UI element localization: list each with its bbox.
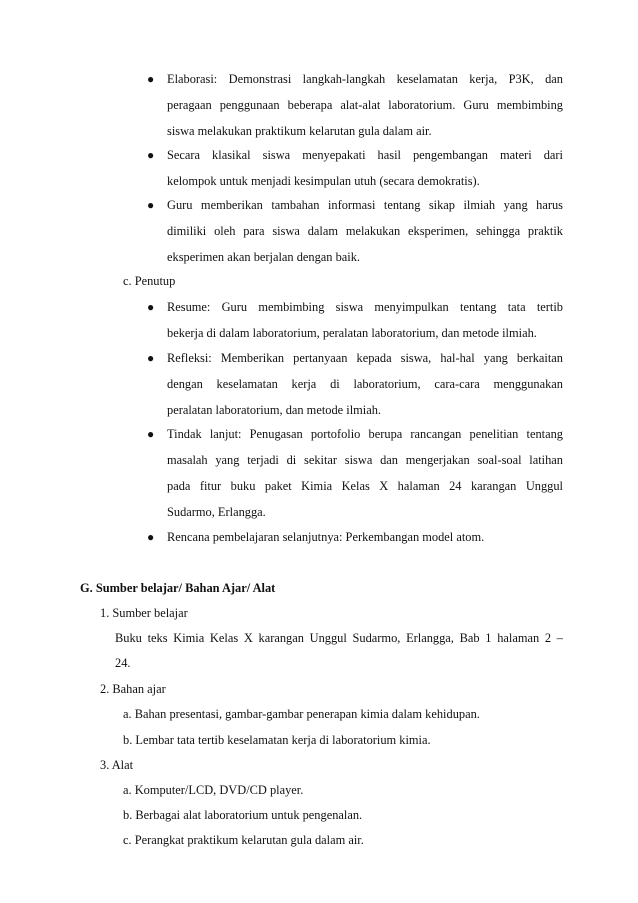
bullet-rencana-line-1: Rencana pembelajaran selanjutnya: Perkembangan model atom.	[167, 530, 485, 544]
bullet-marker: ●	[147, 427, 155, 441]
bullet-marker: ●	[147, 198, 155, 212]
sub3-label: 3. Alat	[100, 758, 134, 772]
bullet-klasikal-line-1: Secara klasikal siswa menyepakati hasil pengembangan materi dari	[167, 148, 563, 162]
sub3-item-a: a. Komputer/LCD, DVD/CD player.	[123, 783, 304, 797]
sub2-label: 2. Bahan ajar	[100, 682, 166, 696]
bullet-marker: ●	[147, 72, 155, 86]
bullet-marker: ●	[147, 351, 155, 365]
bullet-tindak-line-2: masalah yang terjadi di sekitar siswa dan mengerjakan soal-soal latihan	[167, 453, 563, 467]
sub2-item-b: b. Lembar tata tertib keselamatan kerja di laboratorium kimia.	[123, 733, 431, 747]
sub3-item-c: c. Perangkat praktikum kelarutan gula dalam air.	[123, 833, 364, 847]
bullet-elaborasi-line-1: Elaborasi: Demonstrasi langkah-langkah keselamatan kerja, P3K, dan	[167, 72, 563, 86]
bullet-resume-line-2: bekerja di dalam laboratorium, peralatan laboratorium, dan metode ilmiah.	[167, 326, 537, 340]
sub2-item-a: a. Bahan presentasi, gambar-gambar penerapan kimia dalam kehidupan.	[123, 707, 480, 721]
bullet-elaborasi-line-3: siswa melakukan praktikum kelarutan gula dalam air.	[167, 124, 432, 138]
bullet-marker: ●	[147, 300, 155, 314]
bullet-tindak-line-1: Tindak lanjut: Penugasan portofolio berupa rancangan penelitian tentang	[167, 427, 563, 441]
bullet-tindak-line-3: pada fitur buku paket Kimia Kelas X halaman 24 karangan Unggul	[167, 479, 563, 493]
bullet-marker: ●	[147, 530, 155, 544]
penutup-label: c. Penutup	[123, 274, 176, 288]
bullet-refleksi-line-2: dengan keselamatan kerja di laboratorium, cara-cara menggunakan	[167, 377, 563, 391]
sub3-item-b: b. Berbagai alat laboratorium untuk pengenalan.	[123, 808, 363, 822]
bullet-marker: ●	[147, 148, 155, 162]
bullet-refleksi-line-3: peralatan laboratorium, dan metode ilmiah.	[167, 403, 382, 417]
sub1-line-1: Buku teks Kimia Kelas X karangan Unggul Sudarmo, Erlangga, Bab 1 halaman 2 –	[115, 631, 563, 645]
bullet-refleksi-line-1: Refleksi: Memberikan pertanyaan kepada siswa, hal-hal yang berkaitan	[167, 351, 563, 365]
bullet-guru-line-3: eksperimen akan berjalan dengan baik.	[167, 250, 361, 264]
sub1-label: 1. Sumber belajar	[100, 606, 188, 620]
bullet-tindak-line-4: Sudarmo, Erlangga.	[167, 505, 266, 519]
section-g-heading: G. Sumber belajar/ Bahan Ajar/ Alat	[80, 581, 276, 595]
bullet-resume-line-1: Resume: Guru membimbing siswa menyimpulkan tentang tata tertib	[167, 300, 563, 314]
bullet-guru-line-2: dimiliki oleh para siswa dalam melakukan eksperimen, sehingga praktik	[167, 224, 563, 238]
bullet-klasikal-line-2: kelompok untuk menjadi kesimpulan utuh (secara demokratis).	[167, 174, 480, 188]
bullet-elaborasi-line-2: peragaan penggunaan beberapa alat-alat laboratorium. Guru membimbing	[167, 98, 563, 112]
bullet-guru-line-1: Guru memberikan tambahan informasi tentang sikap ilmiah yang harus	[167, 198, 563, 212]
sub1-line-2: 24.	[115, 656, 131, 670]
